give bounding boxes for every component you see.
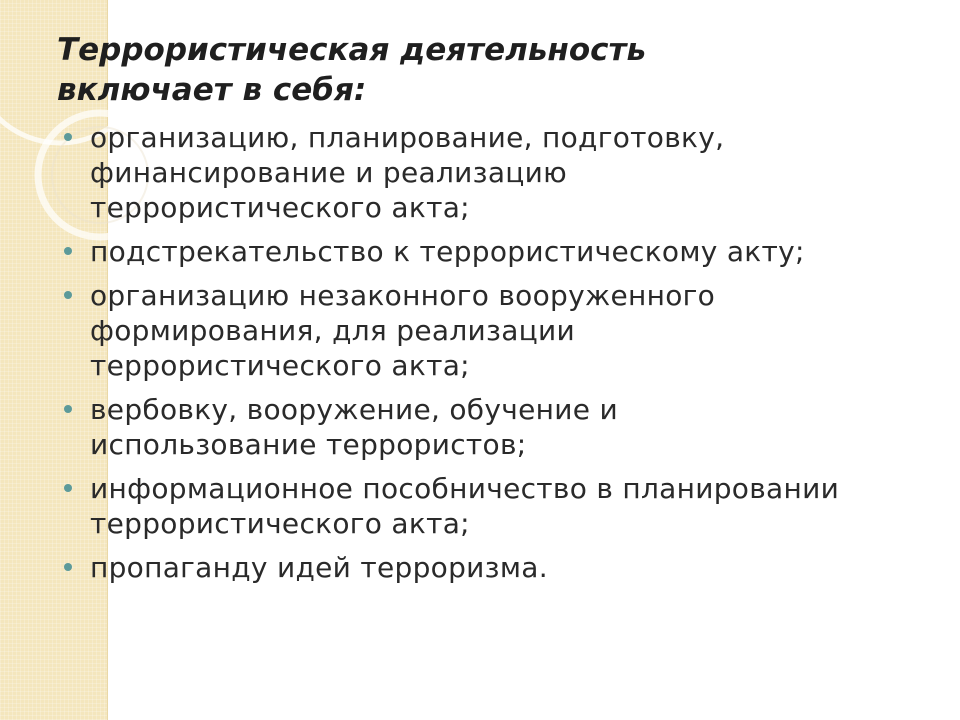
list-item-text: использование террористов; [90,428,527,461]
bullet-dot-icon [64,247,72,255]
slide-title-line: включает в себя: [57,72,367,108]
bullet-list [62,120,912,594]
list-item-text: организацию, планирование, подготовку, [90,121,725,154]
list-item-text: финансирование и реализацию [90,156,568,189]
list-item-text: террористического акта; [90,349,470,382]
bullet-dot-icon [64,133,72,141]
list-item-text: пропаганду идей терроризма. [90,551,548,584]
list-item [62,234,912,269]
list-item [62,392,912,462]
list-item [62,120,912,225]
list-item-text: информационное пособничество в планировании [90,472,840,505]
bullet-dot-icon [64,291,72,299]
list-item [62,278,912,383]
slide-title [57,30,917,110]
bullet-dot-icon [64,405,72,413]
list-item [62,550,912,585]
bullet-dot-icon [64,563,72,571]
slide-title-line: Террористическая деятельность [57,32,647,68]
list-item-text: террористического акта; [90,191,470,224]
list-item-text: формирования, для реализации [90,314,576,347]
bullet-dot-icon [64,484,72,492]
list-item-text: вербовку, вооружение, обучение и [90,393,618,426]
list-item-text: организацию незаконного вооруженного [90,279,716,312]
list-item-text: террористического акта; [90,507,470,540]
list-item [62,471,912,541]
list-item-text: подстрекательство к террористическому акту; [90,235,805,268]
